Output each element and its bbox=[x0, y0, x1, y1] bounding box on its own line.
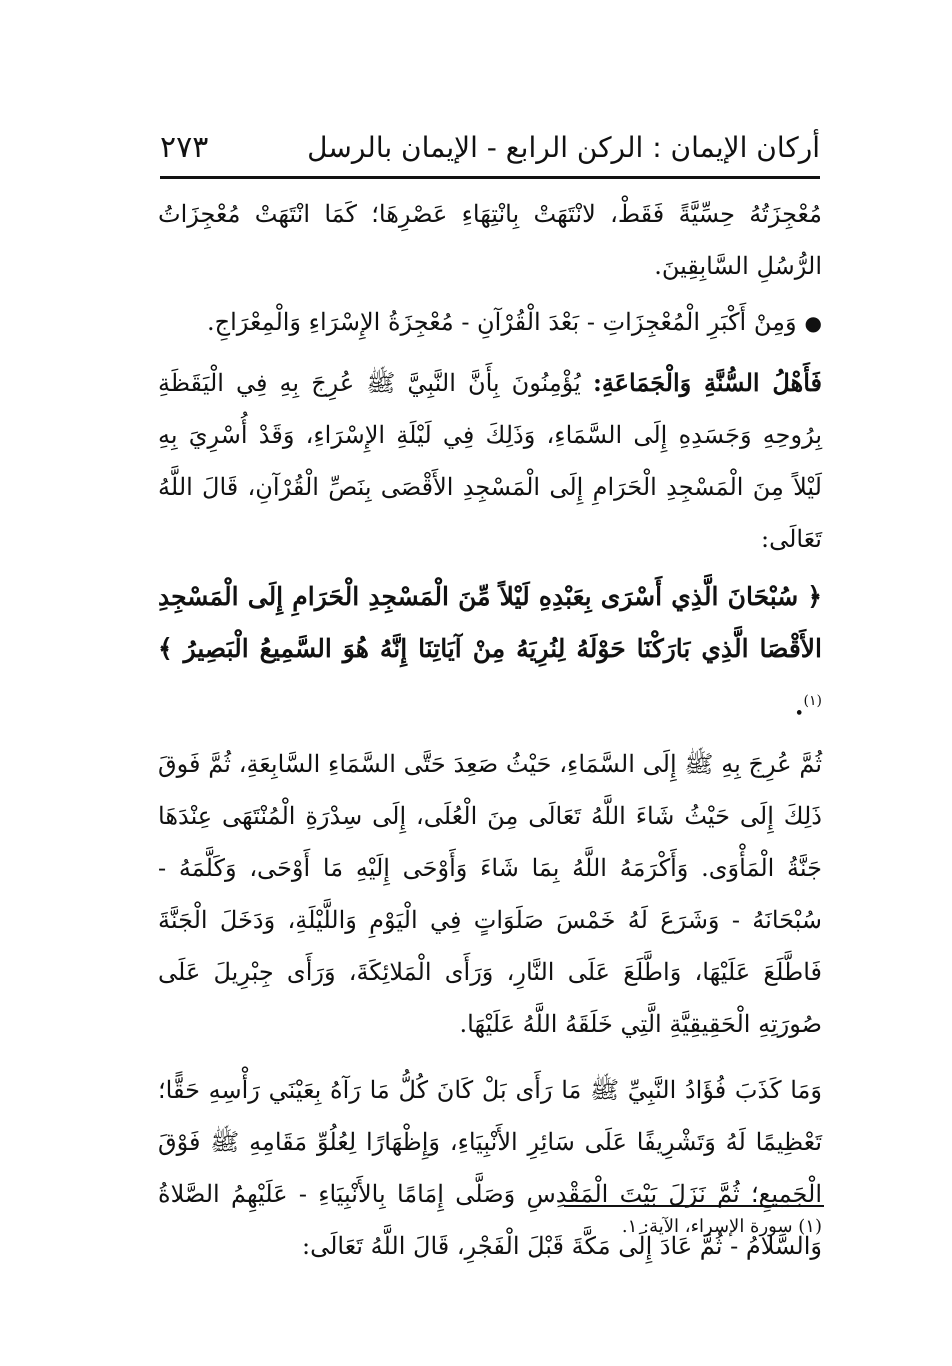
paragraph-3-text: يُؤْمِنُونَ بِأَنَّ النَّبِيَّ ﷺ عُرِجَ بِهِ فِي الْيَقَظَةِ بِرُوحِهِ وَجَسَدِهِ إِلَى السَّمَاءِ، وَذَلِكَ فِي لَيْلَةِ الإِسْرَاءِ، وَقَدْ أُسْرِيَ بِهِ لَيْلاً مِنَ الْمَسْجِدِ الْحَرَامِ إِلَى الْمَسْجِدِ الأَقْصَى بِنَصِّ الْقُرْآنِ، قَالَ اللَّهُ تَعَالَى: bbox=[158, 369, 822, 553]
body-text bbox=[158, 188, 822, 1272]
quran-verse bbox=[158, 571, 822, 732]
running-head: أركان الإيمان : الركن الرابع - الإيمان بالرسل bbox=[307, 131, 820, 164]
verse-text: ﴿ سُبْحَانَ الَّذِي أَسْرَى بِعَبْدِهِ لَيْلاً مِّنَ الْمَسْجِدِ الْحَرَامِ إِلَى الْمَسْجِدِ الأَقْصَا الَّذِي بَارَكْنَا حَوْلَهُ لِنُرِيَهُ مِنْ آيَاتِنَا إِنَّهُ هُوَ السَّمِيعُ الْبَصِيرُ ﴾ bbox=[158, 582, 822, 663]
footnote-rule bbox=[564, 1205, 824, 1207]
paragraph-3-lead: فَأَهْلُ السُّنَّةِ وَالْجَمَاعَةِ: bbox=[592, 368, 822, 397]
paragraph-gap bbox=[158, 1050, 822, 1064]
paragraph-2: وَمِنْ أَكْبَرِ الْمُعْجِزَاتِ - بَعْدَ الْقُرْآنِ - مُعْجِزَةُ الإِسْرَاءِ وَالْمِعْرَاجِ. bbox=[206, 308, 797, 336]
paragraph-4: ثُمَّ عُرِجَ بِهِ ﷺ إِلَى السَّمَاءِ، حَيْثُ صَعِدَ حَتَّى السَّمَاءِ السَّابِعَةِ، ثُمَّ فَوقَ ذَلِكَ إِلَى حَيْثُ شَاءَ اللَّهُ تَعَالَى مِنَ الْعُلَى، إِلَى سِدْرَةِ الْمُنْتَهَى عِنْدَهَا جَنَّةُ الْمَأْوَى. وَأَكْرَمَهُ اللَّهُ بِمَا شَاءَ وَأَوْحَى إِلَيْهِ مَا أَوْحَى، وَكَلَّمَهُ - سُبْحَانَهُ - وَشَرَعَ لَهُ خَمْسَ صَلَوَاتٍ فِي الْيَوْمِ وَاللَّيْلَةِ، وَدَخَلَ الْجَنَّةَ فَاطَّلَعَ عَلَيْهَا، وَاطَّلَعَ عَلَى النَّارِ، وَرَأَى الْمَلائِكَةَ، وَرَأَى جِبْرِيلَ عَلَى صُورَتِهِ الْحَقِيقِيَّةِ الَّتِي خَلَقَهُ اللَّهُ عَلَيْهَا. bbox=[158, 750, 822, 1039]
paragraph-5: وَمَا كَذَبَ فُؤَادُ النَّبِيِّ ﷺ مَا رَأَى بَلْ كَانَ كُلُّ مَا رَآهُ بِعَيْنَي رَأْسِهِ حَقًّا؛ تَعْظِيمًا لَهُ وَتَشْرِيفًا عَلَى سَائِرِ الأَنْبِيَاءِ، وَإِظْهَارًا لِعُلُوِّ مَقَامِهِ ﷺ فَوْقَ الْجَمِيعِ؛ ثُمَّ نَزَلَ بَيْتَ الْمَقْدِسِ وَصَلَّى إِمَامًا بِالأَنْبِيَاءِ - عَلَيْهِمُ الصَّلاةُ وَالسَّلامُ - ثُمَّ عَادَ إِلَى مَكَّةَ قَبْلَ الْفَجْرِ، قَالَ اللَّهُ تَعَالَى: bbox=[158, 1076, 822, 1261]
page-number: ٢٧٣ bbox=[160, 130, 209, 165]
bullet-icon: ● bbox=[804, 311, 822, 335]
verse-end: . bbox=[794, 691, 804, 721]
paragraph-1: مُعْجِزَتُهُ حِسِّيَّةً فَقَطْ، لانْتَهَتْ بِانْتِهَاءِ عَصْرِهَا؛ كَمَا انْتَهَتْ مُعْجِزَاتُ الرُّسُلِ السَّابِقِينَ. bbox=[158, 200, 822, 280]
footnote-ref: (١) bbox=[803, 693, 822, 709]
header-rule bbox=[160, 176, 820, 179]
paragraph-3 bbox=[158, 357, 822, 565]
bullet-paragraph bbox=[158, 296, 822, 349]
page-header bbox=[160, 128, 820, 174]
footnote: (١) سورة الإسراء، الآية: ١. bbox=[621, 1216, 822, 1237]
